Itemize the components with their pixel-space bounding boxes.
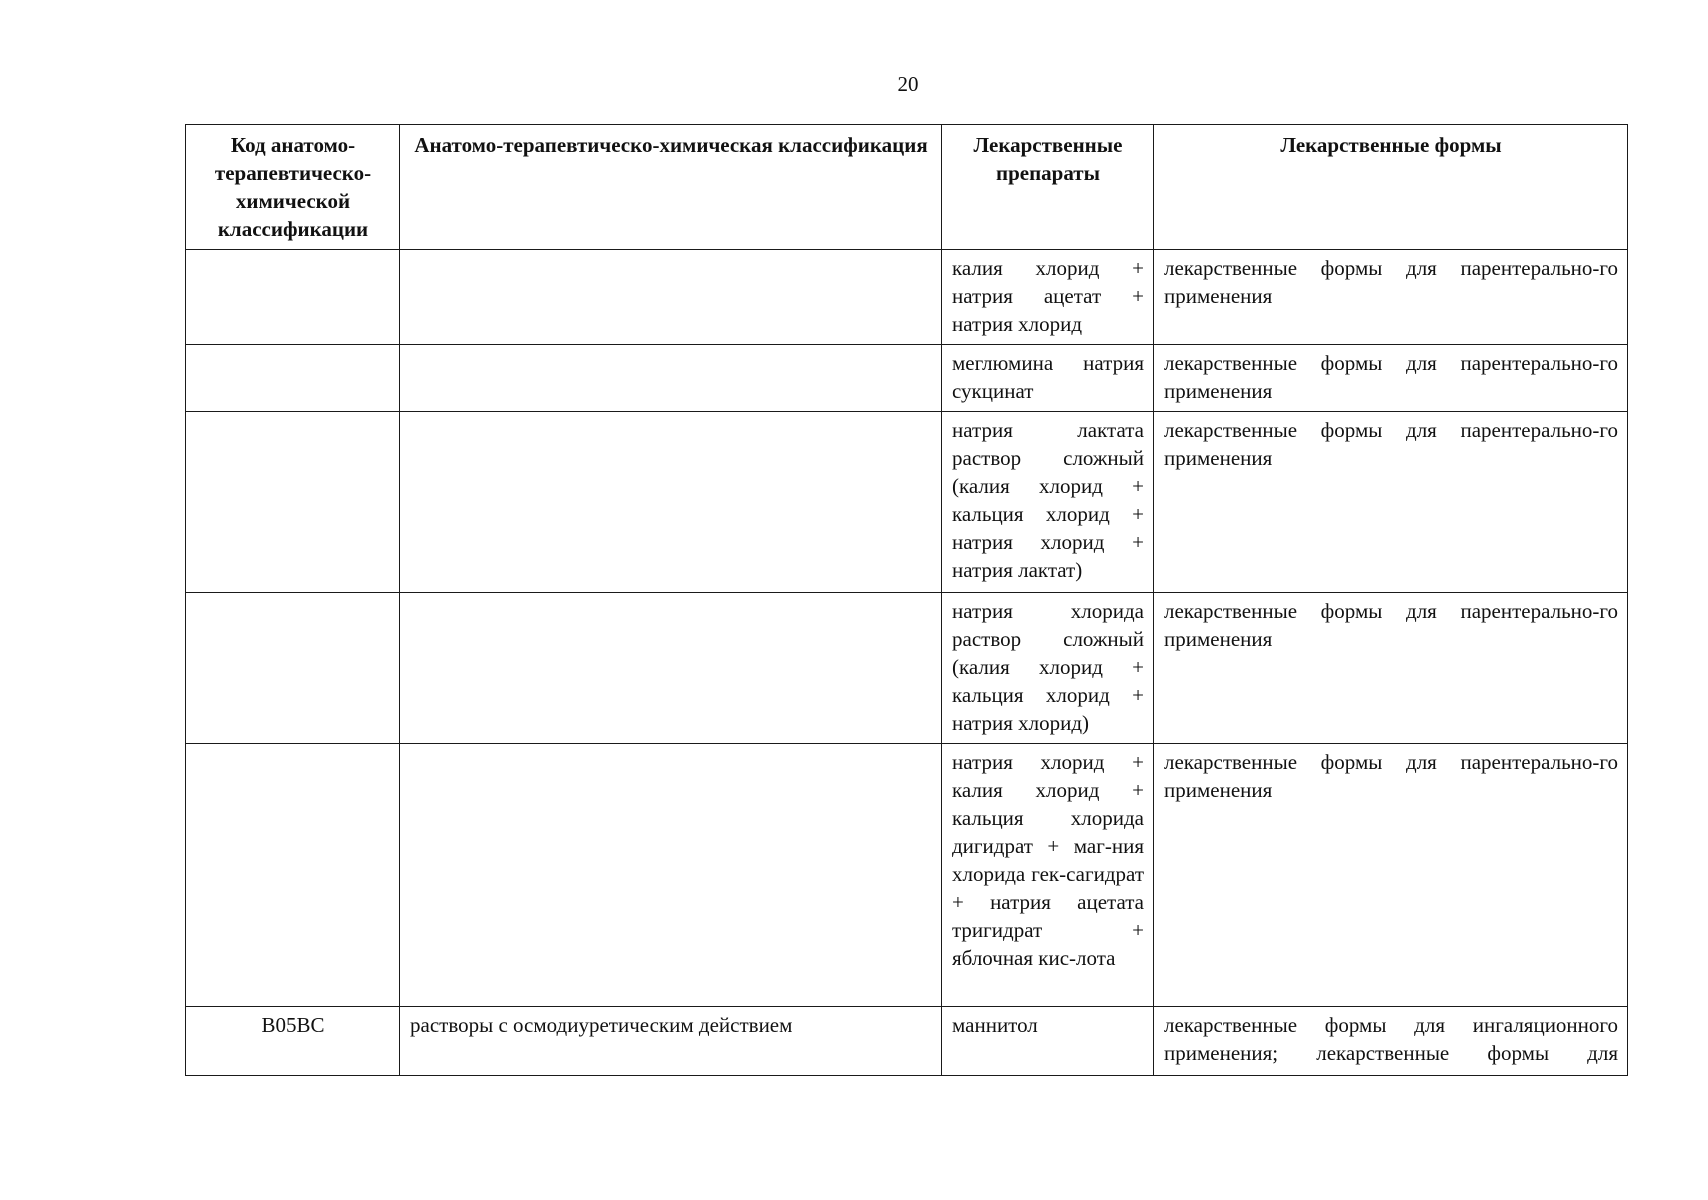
header-medicines: Лекарственные препараты — [942, 125, 1154, 250]
table-header-row — [186, 125, 1628, 250]
drug-name-cell: натрия хлорида раствор сложный (калия хлорид + кальция хлорид + натрия хлорид) — [942, 593, 1154, 744]
table-row — [186, 250, 1628, 345]
table-row — [186, 412, 1628, 593]
drug-classification-table — [185, 124, 1628, 1076]
atc-code-cell — [186, 744, 400, 1007]
atc-name-cell — [400, 250, 942, 345]
atc-code-cell — [186, 345, 400, 412]
drug-name-cell: калия хлорид + натрия ацетат + натрия хлорид — [942, 250, 1154, 345]
header-atc-classification: Анатомо-терапевтическо-химическая классификация — [400, 125, 942, 250]
atc-code-cell — [186, 250, 400, 345]
drug-name-cell: натрия хлорид + калия хлорид + кальция хлорида дигидрат + маг-ния хлорида гек-сагидрат + натрия ацетата тригидрат + яблочная кис-лота — [942, 744, 1154, 1007]
table-row — [186, 345, 1628, 412]
drug-name-cell: маннитол — [942, 1007, 1154, 1076]
dosage-form-cell: лекарственные формы для парентерально-го применения — [1154, 412, 1628, 593]
header-dosage-forms: Лекарственные формы — [1154, 125, 1628, 250]
dosage-form-cell: лекарственные формы для ингаляционного применения; лекарственные формы для — [1154, 1007, 1628, 1076]
table-row — [186, 1007, 1628, 1076]
dosage-form-cell: лекарственные формы для парентерально-го применения — [1154, 744, 1628, 1007]
table-row — [186, 593, 1628, 744]
header-atc-code: Код анатомо-терапевтическо-химической классификации — [186, 125, 400, 250]
dosage-form-cell: лекарственные формы для парентерально-го применения — [1154, 593, 1628, 744]
dosage-form-cell: лекарственные формы для парентерально-го применения — [1154, 250, 1628, 345]
atc-name-cell — [400, 593, 942, 744]
dosage-form-cell: лекарственные формы для парентерально-го применения — [1154, 345, 1628, 412]
page-number: 20 — [897, 72, 919, 96]
atc-code-cell: B05BC — [186, 1007, 400, 1076]
atc-name-cell: растворы с осмодиуретическим действием — [400, 1007, 942, 1076]
atc-name-cell — [400, 412, 942, 593]
atc-code-cell — [186, 412, 400, 593]
atc-name-cell — [400, 345, 942, 412]
atc-name-cell — [400, 744, 942, 1007]
drug-name-cell: меглюмина натрия сукцинат — [942, 345, 1154, 412]
drug-name-cell: натрия лактата раствор сложный (калия хлорид + кальция хлорид + натрия хлорид + натрия лактат) — [942, 412, 1154, 593]
table-row — [186, 744, 1628, 1007]
atc-code-cell — [186, 593, 400, 744]
